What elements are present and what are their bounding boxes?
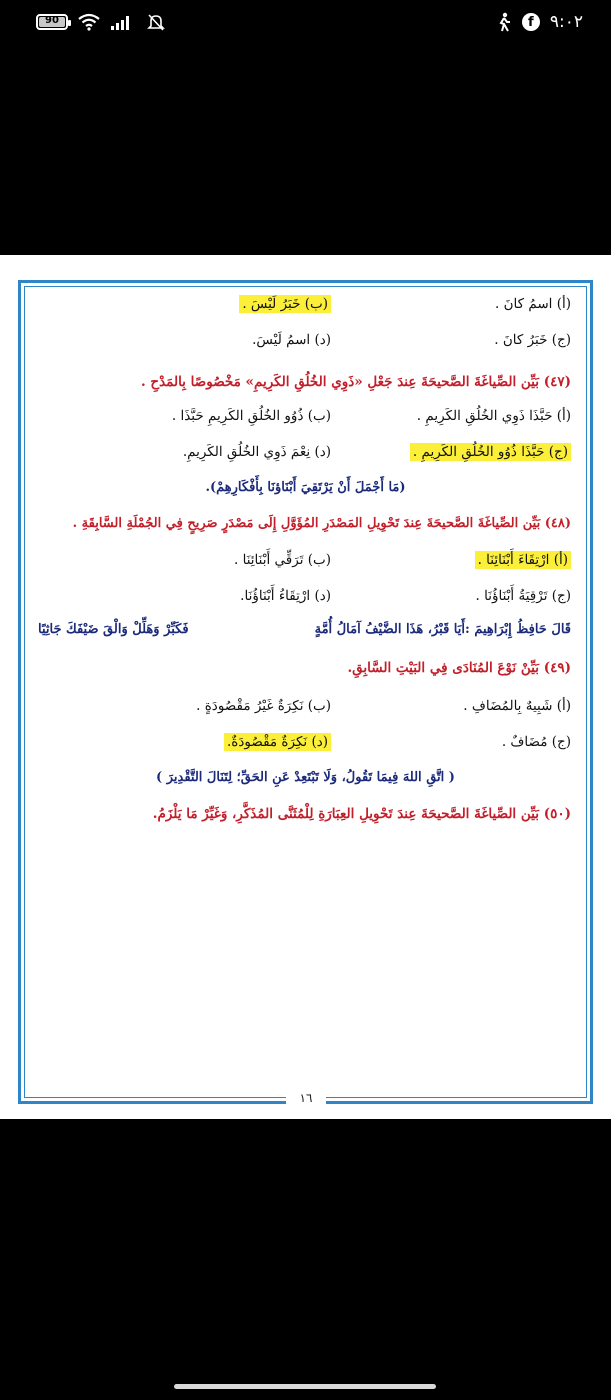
q48-option-d: (د) ارْتِقَاءُ أَبْنَاؤُنَا.: [240, 588, 331, 604]
status-bar: [0, 0, 611, 48]
q48-quote: (مَا أَجْمَلَ أَنْ يَرْتَقِيَ أَبْنَاؤنَا بِأَفْكَارِهِمْ).: [205, 480, 406, 495]
signal-icon: [110, 13, 136, 31]
clock: ٩:٠٢: [549, 12, 583, 32]
q48-option-a: (أ) ارْتِقَاءَ أَبْنَائِنَا .: [475, 551, 571, 569]
page-number: ١٦: [299, 1091, 313, 1105]
q49-option-d: (د) نَكِرَةٌ مَقْصُودَةٌ.: [224, 733, 331, 751]
q49-question: (٤٩) بَيِّنْ نَوْعَ المُنَادَى فِي البَيْتِ السَّابِقِ.: [347, 660, 571, 676]
q50-quote: ( اتَّقِ اللهَ فِيمَا تَقُولُ، وَلَا تَبْتَعِدْ عَنِ الحَقِّ؛ لِتَنَالَ التَّقْدِيرَ ): [156, 770, 455, 785]
battery-level: 90: [45, 15, 59, 26]
q47-question: (٤٧) بَيِّن الصِّياغَةَ الصَّحيحَةَ عِندَ جَعْلِ «ذَوِي الخُلُقِ الكَرِيمِ» مَخْصُوصًا بِالمَدْحِ .: [140, 374, 571, 390]
status-left: [36, 12, 166, 32]
q49-option-c: (ج) مُضَافٌ .: [501, 734, 571, 750]
q49-option-b: (ب) نَكِرَةٌ غَيْرُ مَقْصُودَةٍ .: [196, 698, 331, 714]
q47-option-c: (ج) حَبَّذَا ذُوُو الخُلُقِ الكَرِيمِ .: [410, 443, 571, 461]
q48-option-b: (ب) تَرَقِّي أَبْنَائِنَا .: [234, 552, 331, 568]
q48-option-c: (ج) تَرْقِيَةُ أَبْنَاؤُنَا .: [475, 588, 571, 604]
q49-option-a: (أ) شَبِيهٌ بِالمُضَافِ .: [463, 698, 571, 714]
q47-option-a: (أ) حَبَّذَا ذَوِي الخُلُقِ الكَرِيمِ .: [416, 408, 571, 424]
poem-first-hemistich: قَالَ حَافِظُ إِبْرَاهِيمَ :أَيَا قَبْرُ، هَذَا الضَّيْفُ آمَالُ أُمَّةٍ: [314, 622, 571, 637]
q47-option-b: (ب) ذُوُو الخُلُقِ الكَرِيمِ حَبَّذَا .: [171, 408, 331, 424]
q46-option-d: (د) اسمُ لَيْسَ.: [252, 332, 331, 348]
status-right: [496, 12, 583, 32]
q46-option-b: (ب) خَبَرُ لَيْسَ .: [239, 295, 331, 313]
home-indicator[interactable]: [174, 1384, 436, 1389]
walking-icon: [496, 12, 512, 32]
q47-option-d: (د) نِعْمَ ذَوِي الخُلُقِ الكَرِيمِ.: [182, 444, 331, 460]
wifi-icon: [78, 13, 100, 31]
facebook-icon: f: [522, 13, 540, 31]
document-page: [0, 255, 611, 1119]
mute-icon: [146, 12, 166, 32]
q46-option-c: (ج) خَبَرُ كانَ .: [494, 332, 571, 348]
poem-second-hemistich: فَكَبِّرْ وَهَلِّلْ وَالْقَ ضَيْفَكَ جَاثِيًا: [38, 622, 189, 637]
q50-question: (٥٠) بَيِّن الصِّياغَةَ الصَّحيحَةَ عِندَ تَحْوِيلِ العِبَارَةِ لِلْمُثَنَّى المُذَكَّرِ، وَغَيِّرْ مَا يَلْزَمُ.: [152, 806, 571, 822]
q46-option-a: (أ) اسمُ كانَ .: [495, 296, 571, 312]
battery-icon: [36, 14, 68, 30]
q48-question: (٤٨) بَيِّن الصِّياغَةَ الصَّحيحَةَ عِندَ تَحْوِيلِ المَصْدَرِ المُؤَوَّلِ إِلَى مَصْدَرٍ صَرِيحٍ فِي الجُمْلَةِ السَّابِقَةِ .: [72, 516, 571, 531]
